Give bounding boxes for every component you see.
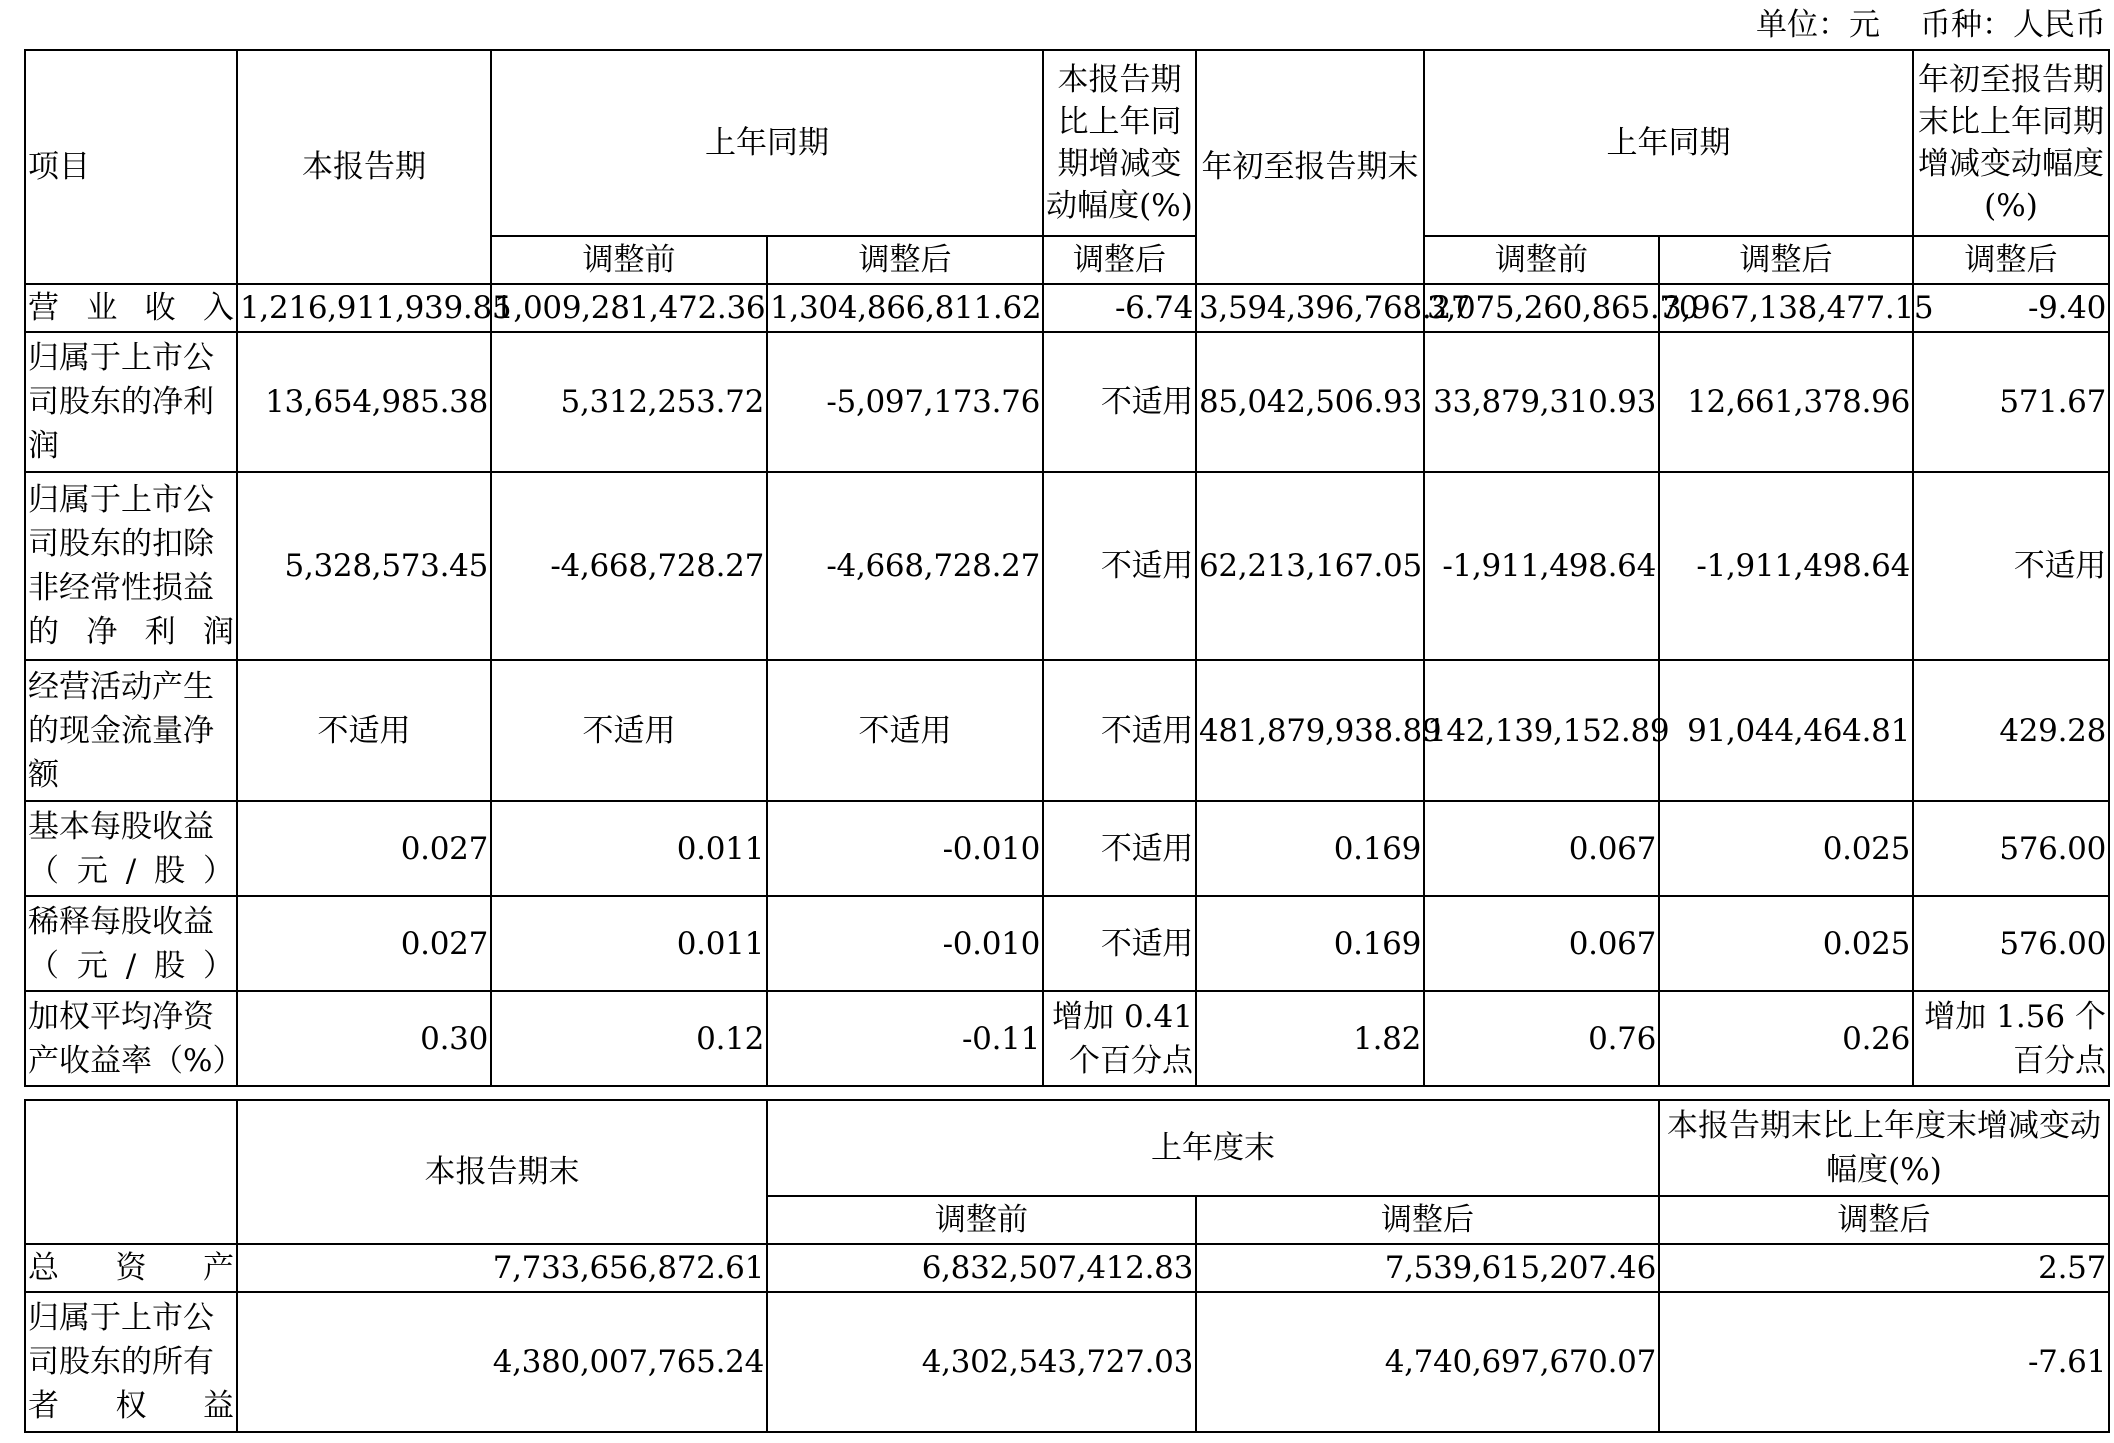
table-cell: -4,668,728.27 xyxy=(491,472,767,660)
table-cell: 33,879,310.93 xyxy=(1424,332,1659,472)
table-cell: 429.28 xyxy=(1913,660,2109,801)
table-row xyxy=(25,801,2109,896)
table-cell: -1,911,498.64 xyxy=(1424,472,1659,660)
table-cell: 3,967,138,477.15 xyxy=(1659,284,1913,332)
table-row xyxy=(25,991,2109,1086)
table-cell: 1.82 xyxy=(1196,991,1424,1086)
table-cell: -0.11 xyxy=(767,991,1043,1086)
header-after-adjustment-ytd-change: 调整后 xyxy=(1913,236,2109,284)
header-after-adjustment: 调整后 xyxy=(767,236,1043,284)
header-period-end-change: 本报告期末比上年度末增减变动幅度(%) xyxy=(1659,1100,2109,1196)
row-label: 基本每股收益（元/股） xyxy=(25,801,237,896)
row-label: 总资产 xyxy=(25,1244,237,1292)
table-cell: 13,654,985.38 xyxy=(237,332,491,472)
table-cell: 0.067 xyxy=(1424,801,1659,896)
table-cell: 4,302,543,727.03 xyxy=(767,1292,1196,1432)
table-cell: 481,879,938.89 xyxy=(1196,660,1424,801)
table-cell: 0.025 xyxy=(1659,896,1913,991)
table-cell: 576.00 xyxy=(1913,801,2109,896)
table-cell: 7,733,656,872.61 xyxy=(237,1244,767,1292)
header-prior-period: 上年同期 xyxy=(491,50,1043,236)
table-cell: 不适用 xyxy=(1043,332,1196,472)
header-prior-year-end: 上年度末 xyxy=(767,1100,1659,1196)
table-cell: 91,044,464.81 xyxy=(1659,660,1913,801)
table-cell: 0.12 xyxy=(491,991,767,1086)
table-cell: -0.010 xyxy=(767,896,1043,991)
table-cell: 增加 1.56 个百分点 xyxy=(1913,991,2109,1086)
header-item: 项目 xyxy=(25,50,237,284)
table-cell: 不适用 xyxy=(1043,801,1196,896)
table-cell: 0.169 xyxy=(1196,801,1424,896)
table-cell: 不适用 xyxy=(1913,472,2109,660)
table-cell: 571.67 xyxy=(1913,332,2109,472)
table-cell: 3,594,396,768.27 xyxy=(1196,284,1424,332)
row-label: 营业收入 xyxy=(25,284,237,332)
table-cell: 0.011 xyxy=(491,801,767,896)
header-current-period: 本报告期 xyxy=(237,50,491,284)
currency-label: 币种：人民币 xyxy=(1920,7,2106,43)
table-cell: 1,304,866,811.62 xyxy=(767,284,1043,332)
table-cell: -4,668,728.27 xyxy=(767,472,1043,660)
header-before-adjustment: 调整前 xyxy=(767,1196,1196,1244)
table-cell: 0.76 xyxy=(1424,991,1659,1086)
table-cell: 1,009,281,472.36 xyxy=(491,284,767,332)
table-cell: 1,216,911,939.85 xyxy=(237,284,491,332)
header-prior-ytd: 上年同期 xyxy=(1424,50,1913,236)
table-cell: 0.26 xyxy=(1659,991,1913,1086)
header-ytd: 年初至报告期末 xyxy=(1196,50,1424,284)
table-cell: 不适用 xyxy=(767,660,1043,801)
table-cell: 0.027 xyxy=(237,801,491,896)
table-cell: 12,661,378.96 xyxy=(1659,332,1913,472)
table-cell: 不适用 xyxy=(1043,660,1196,801)
row-label: 加权平均净资产收益率（%） xyxy=(25,991,237,1086)
table-cell: -1,911,498.64 xyxy=(1659,472,1913,660)
table-cell: 62,213,167.05 xyxy=(1196,472,1424,660)
table-cell: 3,075,260,865.70 xyxy=(1424,284,1659,332)
table-cell: 142,139,152.89 xyxy=(1424,660,1659,801)
key-financial-data-table xyxy=(24,49,2110,1087)
table-row xyxy=(25,332,2109,472)
table-cell: 7,539,615,207.46 xyxy=(1196,1244,1659,1292)
table-cell: 0.30 xyxy=(237,991,491,1086)
balance-sheet-table xyxy=(24,1099,2110,1433)
table-cell: -9.40 xyxy=(1913,284,2109,332)
table-row xyxy=(25,660,2109,801)
row-label: 归属于上市公司股东的所有者权益 xyxy=(25,1292,237,1432)
unit-currency-line xyxy=(1756,6,2106,44)
table-cell: 不适用 xyxy=(1043,472,1196,660)
row-label: 归属于上市公司股东的净利润 xyxy=(25,332,237,472)
table-row xyxy=(25,472,2109,660)
row-label: 稀释每股收益（元/股） xyxy=(25,896,237,991)
header-after-adjustment-change: 调整后 xyxy=(1659,1196,2109,1244)
header-empty-cell xyxy=(25,1100,237,1244)
header-ytd-change: 年初至报告期末比上年同期增减变动幅度(%) xyxy=(1913,50,2109,236)
table-cell: 6,832,507,412.83 xyxy=(767,1244,1196,1292)
table-cell: -5,097,173.76 xyxy=(767,332,1043,472)
table-cell: -6.74 xyxy=(1043,284,1196,332)
table-row xyxy=(25,896,2109,991)
table-cell: 不适用 xyxy=(1043,896,1196,991)
table-cell: 不适用 xyxy=(491,660,767,801)
header-after-adjustment-ytd: 调整后 xyxy=(1659,236,1913,284)
table-row xyxy=(25,1244,2109,1292)
header-after-adjustment: 调整后 xyxy=(1196,1196,1659,1244)
table-row xyxy=(25,284,2109,332)
table-cell: 576.00 xyxy=(1913,896,2109,991)
row-label: 归属于上市公司股东的扣除非经常性损益的净利润 xyxy=(25,472,237,660)
header-before-adjustment: 调整前 xyxy=(491,236,767,284)
table-cell: -7.61 xyxy=(1659,1292,2109,1432)
row-label: 经营活动产生的现金流量净额 xyxy=(25,660,237,801)
table-cell: -0.010 xyxy=(767,801,1043,896)
table-cell: 0.011 xyxy=(491,896,767,991)
table-cell: 增加 0.41 个百分点 xyxy=(1043,991,1196,1086)
table-cell: 85,042,506.93 xyxy=(1196,332,1424,472)
header-before-adjustment-ytd: 调整前 xyxy=(1424,236,1659,284)
table-cell: 0.169 xyxy=(1196,896,1424,991)
unit-label: 单位：元 xyxy=(1756,7,1880,43)
header-after-adjustment-change: 调整后 xyxy=(1043,236,1196,284)
table-cell: 0.025 xyxy=(1659,801,1913,896)
table-cell: 4,380,007,765.24 xyxy=(237,1292,767,1432)
table-cell: 0.067 xyxy=(1424,896,1659,991)
table-cell: 5,328,573.45 xyxy=(237,472,491,660)
table-cell: 0.027 xyxy=(237,896,491,991)
header-current-period-end: 本报告期末 xyxy=(237,1100,767,1244)
table-cell: 5,312,253.72 xyxy=(491,332,767,472)
table-cell: 4,740,697,670.07 xyxy=(1196,1292,1659,1432)
table-cell: 2.57 xyxy=(1659,1244,2109,1292)
header-period-change: 本报告期比上年同期增减变动幅度(%) xyxy=(1043,50,1196,236)
table-row xyxy=(25,1292,2109,1432)
table-cell: 不适用 xyxy=(237,660,491,801)
